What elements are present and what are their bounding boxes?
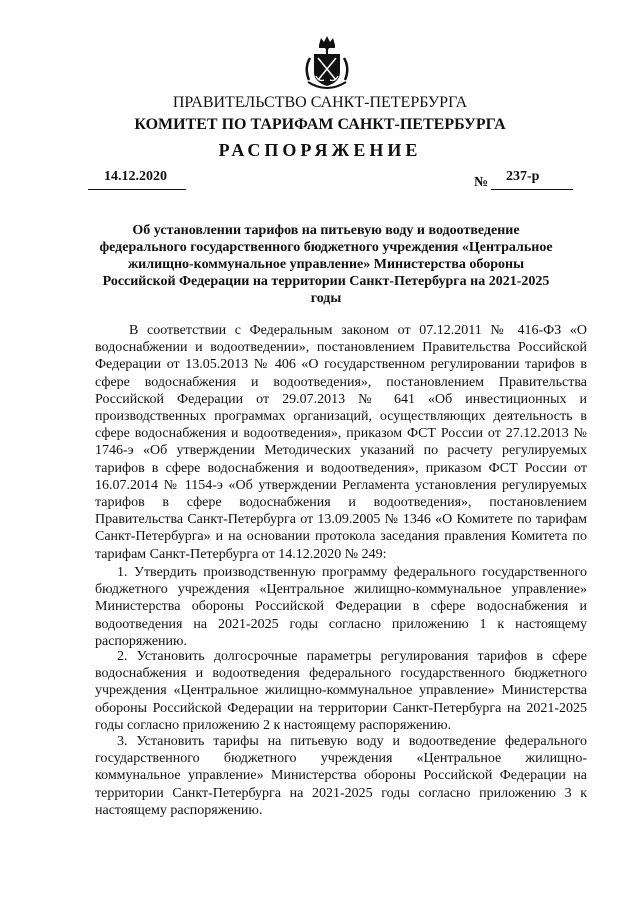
document-number: 237-р (506, 169, 540, 184)
list-item: 2. Установить долгосрочные параметры регулирования тарифов в сфере водоснабжения и водоотведения федерального государственного бюджетного учреждения «Центральное жилищно-коммунальное управление» Министерства обороны Российской Федерации на территории Санкт-Петербурга на 2021-2025 годы согласно приложению 2 к настоящему распоряжению. (95, 649, 587, 733)
committee-name: КОМИТЕТ ПО ТАРИФАМ САНКТ-ПЕТЕРБУРГА (134, 116, 506, 133)
list-item: 3. Установить тарифы на питьевую воду и водоотведение федерального государственного бюджетного учреждения «Центральное жилищно-коммунальное управление» Министерства обороны Российской Федерации на территории Санкт-Петербурга на 2021-2025 годы согласно приложению 3 к настоящему распоряжению. (95, 734, 587, 818)
document-type: РАСПОРЯЖЕНИЕ (218, 140, 422, 160)
list-item: 1. Утвердить производственную программу федерального государственного бюджетного учреждения «Центральное жилищно-коммунальное управление» Министерства обороны Российской Федерации в сфере водоснабжения и водоотведения на 2021-2025 годы согласно приложению 1 к настоящему распоряжению. (95, 565, 587, 649)
government-name: ПРАВИТЕЛЬСТВО САНКТ-ПЕТЕРБУРГА (172, 94, 468, 111)
preamble-paragraph: В соответствии с Федеральным законом от 07.12.2011 № 416-ФЗ «О водоснабжении и водоотведении», постановлением Правительства Российской Федерации от 13.05.2013 № 406 «О государственном регулировании тарифов в сфере водоснабжения и водоотведения», постановлением Правительства Российской Федерации от 29.07.2013 № 641 «Об инвестиционных и производственных программах организаций, осуществляющих деятельность в сфере водоснабжения и водоотведения», приказом ФСТ России от 27.12.2013 № 1746-э «Об утверждении Методических указаний по расчету регулируемых тарифов в сфере водоснабжения и водоотведения», приказом ФСТ России от 16.07.2014 № 1154-э «Об утверждении Регламента установления регулируемых тарифов в сфере водоснабжения и водоотведения», постановлением Правительства Санкт-Петербурга от 13.09.2005 № 1346 «О Комитете по тарифам Санкт-Петербурга» и на основании протокола заседания правления Комитета по тарифам Санкт-Петербурга от 14.12.2020 № 249: (95, 323, 587, 562)
document-date: 14.12.2020 (104, 169, 167, 184)
saint-petersburg-coat-of-arms-icon (300, 36, 354, 94)
number-sign: № (474, 175, 489, 190)
document-title: Об установлении тарифов на питьевую воду и водоотведение федерального государственного бюджетного учреждения «Центральное жилищно-коммунальное управление» Министерства обороны Российской Федерации на территории Санкт-Петербурга на 2021-2025 годы (99, 223, 553, 306)
